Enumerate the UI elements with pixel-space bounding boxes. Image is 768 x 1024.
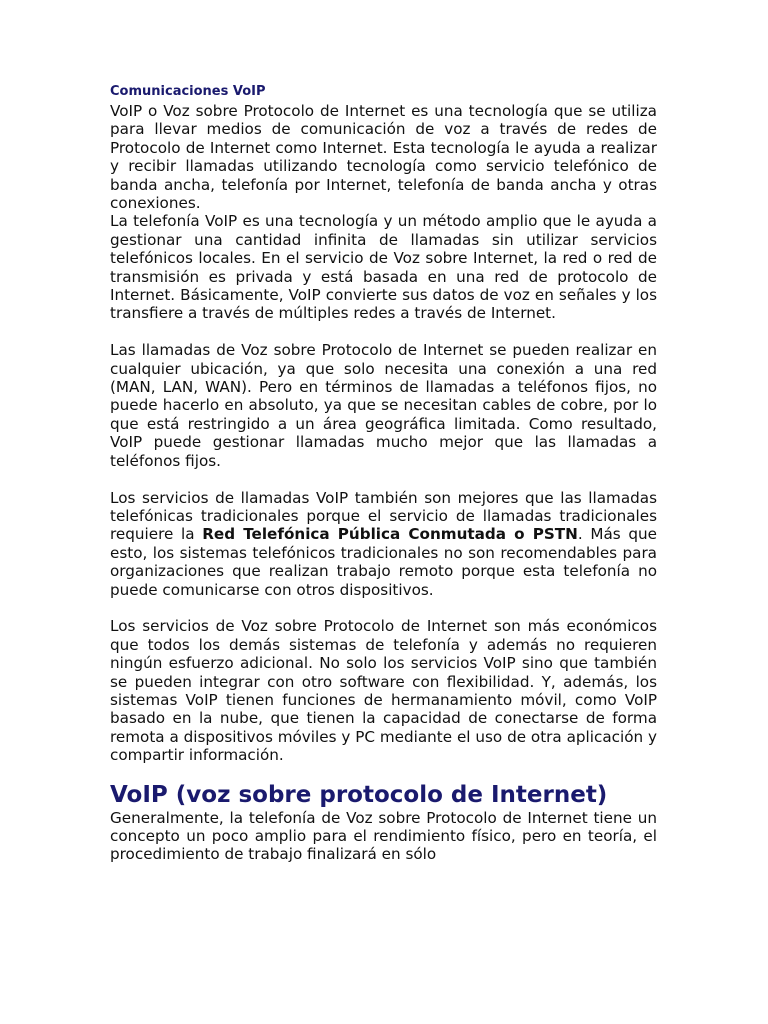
paragraph-gap [110, 599, 657, 617]
paragraph-gap [110, 470, 657, 488]
pstn-bold-term: Red Telefónica Pública Conmutada o PSTN [202, 525, 578, 544]
paragraph-intro: VoIP o Voz sobre Protocolo de Internet es una tecnología que se utiliza para llevar medios de comunicación de voz a través de redes de Protocolo de Internet como Internet. Esta tecnología le ayuda a realizar y recibir llamadas utilizando tecnología como servicio telefónico de banda ancha, telefonía por Internet, telefonía de banda ancha y otras conexiones. [110, 102, 657, 213]
paragraph-general: Generalmente, la telefonía de Voz sobre Protocolo de Internet tiene un concepto un poco amplio para el rendimiento físico, pero en teoría, el procedimiento de trabajo finalizará en sólo [110, 808, 657, 864]
paragraph-calls-location: Las llamadas de Voz sobre Protocolo de Internet se pueden realizar en cualquier ubicación, ya que solo necesita una conexión a una red (MAN, LAN, WAN). Pero en términos de llamadas a teléfonos fijos, no puede hacerlo en absoluto, ya que se necesitan cables de cobre, por lo que está restringido a un área geográfica limitada. Como resultado, VoIP puede gestionar llamadas mucho mejor que las llamadas a teléfonos fijos. [110, 341, 657, 470]
pstn-text-before: Los servicios de llamadas VoIP también son mejores que las llamadas telefónicas tradicionales porque el servicio de llamadas tradicionales requiere la [110, 488, 657, 544]
paragraph-pstn [110, 489, 657, 599]
paragraph-voip-telephony: La telefonía VoIP es una tecnología y un método amplio que le ayuda a gestionar una cantidad infinita de llamadas sin utilizar servicios telefónicos locales. En el servicio de Voz sobre Internet, la red o red de transmisión es privada y está basada en una red de protocolo de Internet. Básicamente, VoIP convierte sus datos de voz en señales y los transfiere a través de múltiples redes a través de Internet. [110, 212, 657, 323]
pstn-text-after: . Más que esto, los sistemas telefónicos tradicionales no son recomendables para organizaciones que realizan trabajo remoto porque esta telefonía no puede comunicarse con otros dispositivos. [110, 525, 657, 599]
paragraph-gap [110, 323, 657, 341]
section-subheading: Comunicaciones VoIP [110, 84, 266, 99]
paragraph-economics: Los servicios de Voz sobre Protocolo de Internet son más económicos que todos los demás sistemas de telefonía y además no requieren ningún esfuerzo adicional. No solo los servicios VoIP sino que también se pueden integrar con otro software con flexibilidad. Y, además, los sistemas VoIP tienen funciones de hermanamiento móvil, como VoIP basado en la nube, que tienen la capacidad de conectarse de forma remota a dispositivos móviles y PC mediante el uso de otra aplicación y compartir información. [110, 617, 657, 765]
section-heading: VoIP (voz sobre protocolo de Internet) [110, 781, 608, 808]
